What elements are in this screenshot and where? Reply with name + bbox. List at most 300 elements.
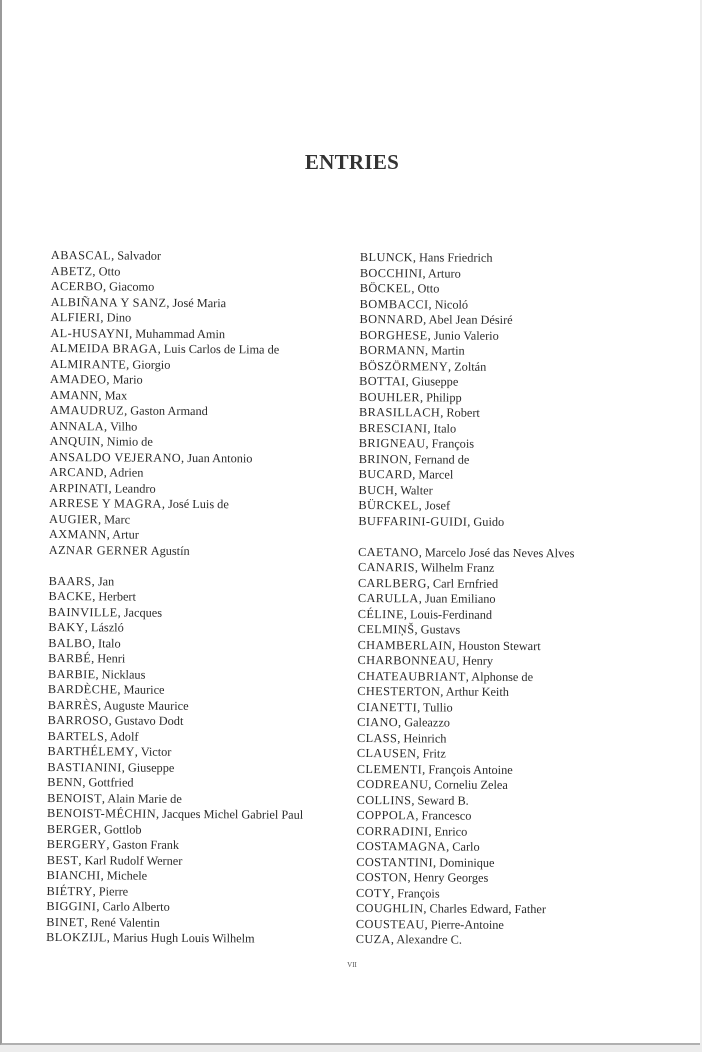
entry-separator: , [103, 465, 110, 480]
entry-item [359, 327, 575, 344]
entry-item [359, 420, 575, 437]
entry-item [50, 341, 306, 358]
entry-item [46, 883, 302, 900]
entries-left-column [46, 248, 307, 947]
entry-given-name: Jacques [123, 605, 163, 620]
entry-given-name: Robert [446, 405, 480, 420]
entry-given-name: Jacques Michel Gabriel Paul [162, 806, 304, 822]
entry-surname: BIANCHI [46, 867, 101, 883]
entry-given-name: Marcel [418, 467, 454, 482]
entry-item [356, 839, 572, 856]
entry-item [47, 868, 303, 885]
entry-separator: , [425, 343, 432, 358]
entry-separator: , [424, 916, 431, 931]
entry-surname: BRASILLACH [358, 404, 441, 420]
entry-given-name: Heinrich [403, 730, 447, 746]
entry-separator: , [100, 310, 107, 325]
entry-surname: BERGER [46, 821, 98, 836]
entry-item [48, 635, 304, 652]
entry-surname: BARRÈS [47, 697, 99, 712]
entry-separator: , [106, 527, 113, 542]
entry-surname: BIÉTRY [46, 883, 93, 898]
entry-given-name: Hans Friedrich [419, 250, 493, 265]
entry-surname: BONNARD [359, 311, 424, 327]
entry-separator: , [161, 496, 169, 511]
entry-surname: BARDÈCHE [47, 681, 118, 697]
entry-separator: , [412, 250, 420, 265]
entry-separator: , [428, 823, 435, 838]
entry-given-name: René Valentin [90, 914, 160, 930]
entry-item [48, 728, 304, 745]
entry-separator: , [106, 372, 113, 387]
entry-surname: CORRADINI [356, 823, 429, 838]
entry-item [49, 542, 305, 559]
entry-given-name: Juan Antonio [187, 450, 253, 465]
entry-surname: BÖSZÖRMENY [359, 358, 449, 374]
entry-surname: BARBIE [47, 666, 96, 681]
entry-separator: , [100, 868, 107, 883]
entry-separator: , [95, 666, 102, 681]
entry-given-name: Victor [140, 744, 172, 759]
entry-separator: , [156, 806, 163, 821]
entry-surname: CIANO [357, 714, 399, 730]
entry-surname: CHATEAUBRIANT [357, 668, 466, 684]
entry-surname: CARLBERG [357, 575, 427, 590]
entry-separator: , [91, 573, 98, 588]
entry-item [357, 653, 573, 670]
entry-item [358, 498, 574, 515]
entry-given-name: Max [104, 387, 128, 403]
entry-given-name: Otto [417, 281, 440, 296]
entry-item [358, 622, 574, 639]
entry-surname: BOUHLER [359, 389, 421, 404]
entry-given-name: Otto [98, 263, 121, 278]
entry-separator: , [84, 620, 92, 635]
entry-surname: COSTANTINI [356, 854, 434, 869]
entry-separator: , [97, 821, 105, 836]
entry-given-name: Henry [462, 653, 494, 668]
entry-given-name: László [90, 620, 124, 635]
entry-given-name: Gustavo Dodt [114, 713, 184, 728]
entry-separator: , [427, 327, 434, 342]
entry-separator: , [428, 777, 435, 792]
entry-surname: BENOIST-MÉCHIN [47, 805, 157, 821]
entry-given-name: Fritz [422, 746, 446, 761]
entry-given-name: Giorgio [132, 357, 171, 372]
entry-item [48, 682, 304, 699]
entry-separator: , [417, 699, 424, 714]
entry-surname: CODREANU [356, 776, 429, 792]
entry-item [358, 560, 574, 577]
entry-separator: , [415, 808, 422, 823]
entry-item [356, 916, 572, 933]
entry-surname: ACERBO [50, 278, 104, 294]
entry-item [357, 761, 573, 778]
entry-given-name: Henri [97, 651, 126, 666]
entry-given-name: Leandro [114, 480, 156, 496]
entry-separator: , [92, 263, 99, 278]
entry-separator: , [129, 326, 136, 341]
entry-surname: AMANN [49, 387, 99, 402]
entry-surname: BRESCIANI [358, 420, 428, 435]
entry-surname: CHESTERTON [357, 683, 441, 699]
entry-separator: , [411, 792, 418, 807]
entry-item [46, 930, 302, 947]
entry-given-name: Fernand de [414, 451, 470, 467]
entry-item [49, 589, 305, 606]
entry-surname: BLUNCK [359, 250, 413, 265]
entry-item [47, 821, 303, 838]
entry-given-name: François [397, 885, 440, 900]
entry-given-name: Herbert [98, 589, 137, 604]
entry-item [48, 666, 304, 683]
entry-surname: BARBÉ [48, 650, 92, 666]
entry-item [50, 387, 306, 404]
entry-surname: BUFFARINI-GUIDI [358, 513, 468, 529]
entry-given-name: Gottfried [88, 775, 134, 790]
entry-separator: , [121, 760, 128, 775]
entry-separator: , [97, 511, 105, 526]
entry-separator: , [108, 713, 115, 728]
entry-given-name: Giacomo [109, 279, 155, 294]
entry-item [359, 467, 575, 484]
entry-surname: BINET [46, 914, 85, 929]
entry-separator: , [408, 451, 415, 466]
entry-separator: , [452, 638, 459, 653]
entry-item [359, 389, 575, 406]
entry-surname: AMADEO [50, 371, 107, 387]
entry-separator: , [405, 374, 412, 389]
entry-separator: , [446, 839, 453, 854]
entry-given-name: Alphonse de [471, 669, 534, 684]
entry-item [360, 281, 576, 298]
entry-surname: COPPOLA [356, 807, 416, 823]
entry-item [357, 668, 573, 685]
entry-surname: AL-HUSAYNI [50, 325, 130, 341]
entry-surname: ALMIRANTE [50, 356, 127, 372]
entry-item [47, 852, 303, 869]
entry-surname: ANNALA [49, 418, 105, 433]
entry-separator: , [419, 389, 427, 404]
entry-item [50, 434, 306, 451]
entry-given-name: Nimio de [106, 434, 153, 449]
page-title: ENTRIES [304, 150, 400, 174]
entry-given-name: Junio Valerio [433, 327, 499, 343]
entry-given-name: Gottlob [103, 821, 142, 837]
entry-item [357, 792, 573, 809]
entry-item [50, 403, 306, 420]
entry-surname: BOMBACCI [359, 296, 429, 311]
entry-given-name: Italo [98, 635, 121, 650]
entry-item [356, 901, 572, 918]
entry-item [356, 885, 572, 902]
entry-separator: , [447, 359, 455, 374]
entry-separator: , [104, 728, 110, 743]
entry-item [51, 279, 307, 296]
entry-surname: AZNAR GERNER [48, 542, 149, 558]
entry-given-name: Gaston Frank [112, 837, 180, 852]
entry-separator: , [126, 357, 133, 372]
entry-separator: , [106, 837, 113, 852]
entry-item [49, 527, 305, 544]
entry-separator: , [456, 653, 463, 668]
entry-surname: BAINVILLE [48, 604, 118, 619]
entry-given-name: Auguste Maurice [103, 697, 189, 713]
entry-given-name: Jan [97, 573, 115, 588]
entry-item [357, 699, 573, 716]
entry-given-name: Galeazzo [404, 715, 451, 730]
entry-separator: , [91, 635, 99, 650]
entry-surname: AUGIER [49, 511, 99, 526]
entry-given-name: François Antoine [428, 761, 513, 777]
entry-surname: ABETZ [50, 263, 93, 278]
entry-separator: , [423, 312, 429, 327]
entry-given-name: Dino [106, 310, 132, 325]
entry-separator: , [416, 746, 423, 761]
entry-surname: BUCARD [358, 466, 413, 482]
entry-surname: COTY [356, 885, 392, 900]
entry-surname: BLOKZIJL [46, 929, 107, 945]
entry-item [50, 325, 306, 342]
entry-surname: COSTAMAGNA [356, 838, 447, 854]
entry-item [48, 713, 304, 730]
page-number: VII [347, 961, 357, 969]
entry-given-name: Arthur Keith [445, 684, 509, 699]
entry-surname: BARTHÉLEMY [47, 743, 135, 759]
entry-item [51, 263, 307, 280]
entry-surname: ABASCAL [50, 248, 112, 263]
entry-surname: CLEMENTI [356, 761, 423, 776]
entry-separator: , [181, 450, 188, 465]
entry-given-name: Dominique [439, 854, 495, 870]
entry-item [47, 744, 303, 761]
entry-separator: , [403, 606, 411, 621]
entry-surname: BRINON [358, 451, 409, 466]
entry-item [49, 480, 305, 497]
entry-surname: BALBO [48, 635, 92, 650]
entry-given-name: François [431, 436, 475, 451]
entry-given-name: Tullio [422, 699, 453, 715]
entry-given-name: Gaston Armand [130, 403, 208, 419]
entry-separator: , [465, 669, 472, 684]
entry-item [356, 808, 572, 825]
entry-separator: , [98, 697, 104, 712]
entry-given-name: Mario [112, 372, 143, 387]
entry-separator: , [440, 684, 446, 699]
entry-given-name: Corneliu Zelea [434, 777, 508, 792]
entry-surname: ARRESE Y MAGRA [49, 495, 162, 511]
entry-separator: , [426, 575, 433, 590]
entry-surname: BENOIST [47, 790, 102, 805]
entry-given-name: Walter [400, 482, 433, 497]
entry-given-name: Francesco [421, 808, 472, 823]
entry-item [50, 418, 306, 435]
entry-given-name: Adolf [109, 728, 139, 744]
entry-surname: BOTTAI [359, 373, 406, 389]
entry-item [357, 715, 573, 732]
entry-item [358, 606, 574, 623]
entry-item [356, 932, 572, 949]
entry-surname: AXMANN [48, 526, 107, 542]
entry-surname: CLAUSEN [356, 745, 417, 761]
entry-given-name: Nicklaus [101, 666, 146, 682]
entry-separator: , [418, 544, 425, 559]
entry-separator: , [398, 715, 405, 730]
entry-separator: , [82, 775, 89, 790]
entry-separator: , [84, 914, 91, 929]
entry-separator: , [157, 341, 164, 356]
entry-given-name: Alexandre C. [396, 932, 462, 947]
entry-separator: , [78, 852, 85, 867]
entry-surname: CARULLA [357, 590, 419, 606]
entry-separator: , [422, 265, 429, 280]
entry-surname: BOCCHINI [359, 265, 423, 280]
entry-given-name: Karl Rudolf Werner [84, 852, 183, 868]
entry-surname: BASTIANINI [47, 759, 122, 775]
entry-item [47, 775, 303, 792]
entry-given-name: Martin [431, 343, 465, 358]
entry-item [358, 591, 574, 608]
entry-item [358, 637, 574, 654]
entry-given-name: Seward B. [417, 792, 469, 808]
entry-surname: BERGERY [46, 836, 107, 852]
entry-item [360, 250, 576, 267]
entry-separator: , [96, 899, 103, 914]
entry-given-name: Henry Georges [413, 870, 489, 885]
entry-item [49, 496, 305, 513]
entry-surname: COLLINS [356, 792, 412, 807]
entry-given-name: Carlo Alberto [102, 899, 170, 914]
entry-item [359, 405, 575, 422]
entry-separator: , [117, 682, 124, 697]
entry-item [48, 620, 304, 637]
entry-given-name: Adrien [109, 465, 144, 480]
entry-item [50, 372, 306, 389]
entry-item [359, 451, 575, 468]
entry-surname: CIANETTI [357, 699, 418, 714]
entry-given-name: Zoltán [454, 359, 487, 374]
entry-surname: BARROSO [47, 712, 109, 728]
entry-surname: ARCAND [49, 464, 104, 480]
entry-given-name: Juan Emiliano [424, 591, 496, 606]
entry-separator: , [98, 387, 105, 402]
entry-separator: , [425, 436, 432, 451]
entry-item [48, 651, 304, 668]
entry-given-name: Nicoló [434, 296, 469, 312]
entry-item [359, 358, 575, 375]
entry-item [360, 296, 576, 313]
entry-surname: BÖCKEL [359, 280, 412, 296]
entry-separator: , [423, 901, 430, 916]
entry-item [46, 914, 302, 931]
entry-separator: , [397, 730, 404, 745]
entry-item [358, 575, 574, 592]
entry-surname: AMAUDRUZ [49, 402, 125, 418]
entry-given-name: Giuseppe [127, 760, 175, 775]
entry-given-name: Vilho [109, 418, 138, 434]
entry-separator: , [106, 930, 113, 945]
entry-separator: , [92, 883, 99, 898]
entry-given-name: Luis Carlos de Lima de [163, 341, 280, 357]
entry-surname: CÉLINE [357, 606, 404, 621]
entry-given-name: Pierre-Antoine [430, 916, 504, 932]
entry-surname: ANSALDO VEJERANO [49, 449, 182, 465]
entry-surname: BIGGINI [46, 898, 97, 914]
entry-separator: , [101, 790, 108, 805]
entry-given-name: Carlo [452, 839, 480, 854]
entry-surname: BUCH [358, 482, 395, 497]
entry-given-name: Abel Jean Désiré [428, 312, 513, 327]
entry-item [51, 294, 307, 311]
entry-separator: , [440, 405, 447, 420]
entry-item [47, 837, 303, 854]
entry-given-name: Philipp [426, 389, 462, 405]
entry-separator: , [418, 498, 425, 513]
entry-given-name: Alain Marie de [107, 790, 182, 806]
entry-surname: BORMANN [359, 342, 426, 358]
entry-item [48, 604, 304, 621]
entry-separator: , [411, 281, 418, 296]
entry-separator: , [92, 589, 99, 604]
entry-separator: , [433, 854, 440, 869]
entries-right-column [356, 250, 577, 949]
entry-surname: CUZA [355, 931, 391, 947]
entry-surname: COUSTEAU [355, 916, 425, 931]
entry-surname: CLASS [356, 730, 398, 745]
entry-surname: BORGHESE [359, 327, 428, 342]
entry-separator: , [391, 885, 398, 900]
entry-given-name: Marcelo José das Neves Alves [424, 544, 575, 560]
entry-given-name: Pierre [98, 883, 129, 899]
entry-surname: ALFIERI [50, 309, 101, 325]
entry-item [358, 513, 574, 530]
entry-separator: , [467, 514, 474, 529]
entry-surname: ALMEIDA BRAGA [50, 340, 158, 356]
entry-surname: BARTELS [47, 728, 105, 743]
entry-given-name: Guido [473, 514, 505, 529]
entry-given-name: Salvador [117, 248, 162, 263]
entry-separator: , [100, 434, 107, 449]
entry-separator: , [117, 604, 124, 620]
entry-item [357, 684, 573, 701]
entry-separator: , [134, 744, 141, 759]
entry-separator: , [407, 870, 414, 885]
entry-given-name: Italo [433, 420, 457, 436]
entry-separator: , [166, 295, 173, 310]
entry-given-name: Charles Edward, Father [429, 901, 547, 917]
entry-item [47, 806, 303, 823]
entry-separator: , [427, 420, 434, 435]
entry-surname: CANARIS [358, 559, 415, 575]
entry-surname: BEST [46, 852, 79, 867]
entry-surname: BAARS [48, 573, 92, 588]
entry-given-name: Houston Stewart [458, 638, 541, 653]
entry-item [47, 790, 303, 807]
entry-surname: CAETANO [358, 544, 419, 559]
entry-surname: ARPINATI [49, 480, 109, 495]
entry-item [357, 777, 573, 794]
entry-given-name: Marius Hugh Louis Wilhelm [112, 930, 255, 946]
entry-surname: COSTON [356, 869, 408, 885]
entry-surname: CHAMBERLAIN [357, 637, 453, 653]
entry-surname: BENN [47, 774, 83, 790]
entry-given-name: Giuseppe [411, 374, 459, 389]
entry-surname: ALBIÑANA Y SANZ [50, 294, 167, 310]
entry-item [357, 746, 573, 763]
entry-surname: BACKE [48, 588, 93, 604]
entry-item [359, 374, 575, 391]
entry-separator: , [104, 418, 111, 433]
